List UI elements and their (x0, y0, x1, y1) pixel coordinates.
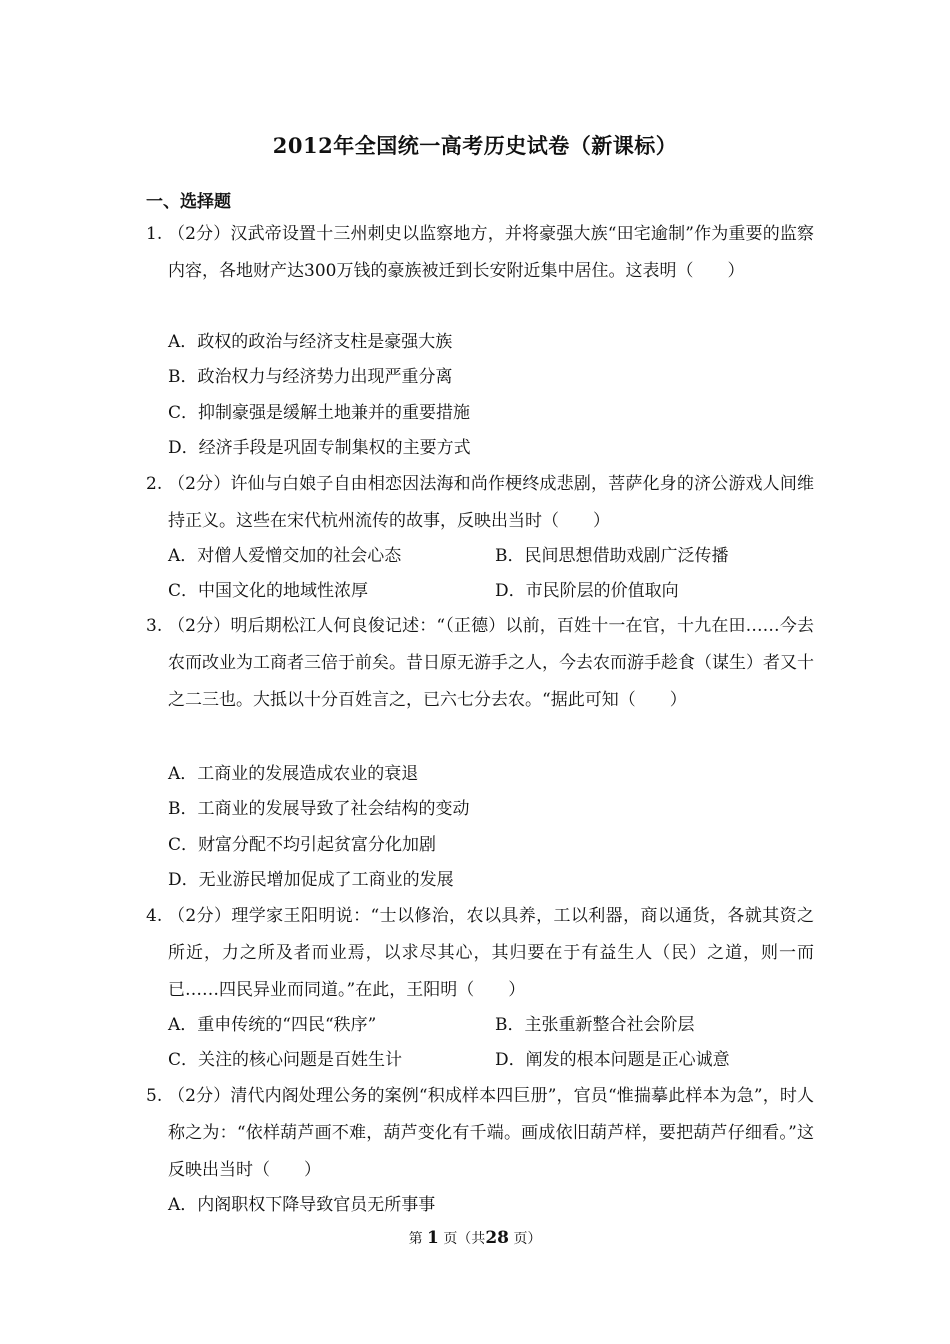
question-stem: （2分）汉武帝设置十三州刺史以监察地方，并将豪强大族“田宅逾制”作为重要的监察内容，各地财产达300万钱的豪族被迁到长安附近集中居住。这表明（ ） (168, 224, 814, 281)
option-c: C．中国文化的地域性浓厚 (168, 581, 369, 601)
option-d: D．市民阶层的价值取向 (495, 581, 679, 601)
question-2 (146, 466, 814, 540)
footer-suffix: 页） (513, 1231, 542, 1247)
option-c: C．抑制豪强是缓解土地兼并的重要措施 (168, 403, 471, 423)
option-a: A．工商业的发展造成农业的衰退 (168, 764, 419, 784)
section-heading: 一、选择题 (146, 192, 231, 212)
page-number: 1 (427, 1228, 439, 1248)
footer-prefix: 第 (408, 1231, 423, 1247)
question-3 (146, 608, 814, 719)
option-b: B．民间思想借助戏剧广泛传播 (495, 546, 729, 566)
question-number: 3. (146, 616, 163, 636)
option-c: C．关注的核心问题是百姓生计 (168, 1050, 403, 1070)
option-a: A．对僧人爱憎交加的社会心态 (168, 546, 402, 566)
option-a: A．重申传统的“四民“秩序” (168, 1015, 377, 1035)
option-a: A．内阁职权下降导致官员无所事事 (168, 1195, 436, 1215)
option-d: D．无业游民增加促成了工商业的发展 (168, 870, 454, 890)
footer-middle: 页（共 (443, 1231, 486, 1247)
question-number: 1. (146, 224, 163, 244)
question-number: 5. (146, 1086, 163, 1106)
option-b: B．工商业的发展导致了社会结构的变动 (168, 799, 470, 819)
question-1 (146, 216, 814, 290)
question-4 (146, 898, 814, 1009)
question-stem: （2分）许仙与白娘子自由相恋因法海和尚作梗终成悲剧，菩萨化身的济公游戏人间维持正义。这些在宋代杭州流传的故事，反映出当时（ ） (168, 474, 814, 531)
question-5 (146, 1078, 814, 1189)
option-a: A．政权的政治与经济支柱是豪强大族 (168, 332, 453, 352)
total-pages: 28 (485, 1228, 509, 1248)
exam-title: 2012年全国统一高考历史试卷（新课标） (272, 133, 678, 158)
question-stem: （2分）理学家王阳明说：“士以修治，农以具养，工以利器，商以通货，各就其资之所近，力之所及者而业焉，以求尽其心，其归要在于有益生人（民）之道，则一而已……四民异业而同道。”在此，王阳明（ ） (168, 906, 814, 1000)
option-b: B．主张重新整合社会阶层 (495, 1015, 695, 1035)
page-footer (0, 1228, 950, 1248)
question-number: 4. (146, 906, 163, 926)
question-stem: （2分）明后期松江人何良俊记述：“（正德）以前，百姓十一在官，十九在田……今去农而改业为工商者三倍于前矣。昔日原无游手之人，今去农而游手趁食（谋生）者又十之二三也。大抵以十分百姓言之，已六七分去农。“据此可知（ ） (168, 616, 814, 710)
option-c: C．财富分配不均引起贫富分化加剧 (168, 835, 437, 855)
question-number: 2. (146, 474, 163, 494)
question-stem: （2分）清代内阁处理公务的案例“积成样本四巨册”，官员“惟揣摹此样本为急”，时人称之为：“依样葫芦画不难，葫芦变化有千端。画成依旧葫芦样，要把葫芦仔细看。”这反映出当时（ ） (168, 1086, 814, 1180)
option-d: D．阐发的根本问题是正心诚意 (495, 1050, 730, 1070)
option-d: D．经济手段是巩固专制集权的主要方式 (168, 438, 471, 458)
option-b: B．政治权力与经济势力出现严重分离 (168, 367, 453, 387)
